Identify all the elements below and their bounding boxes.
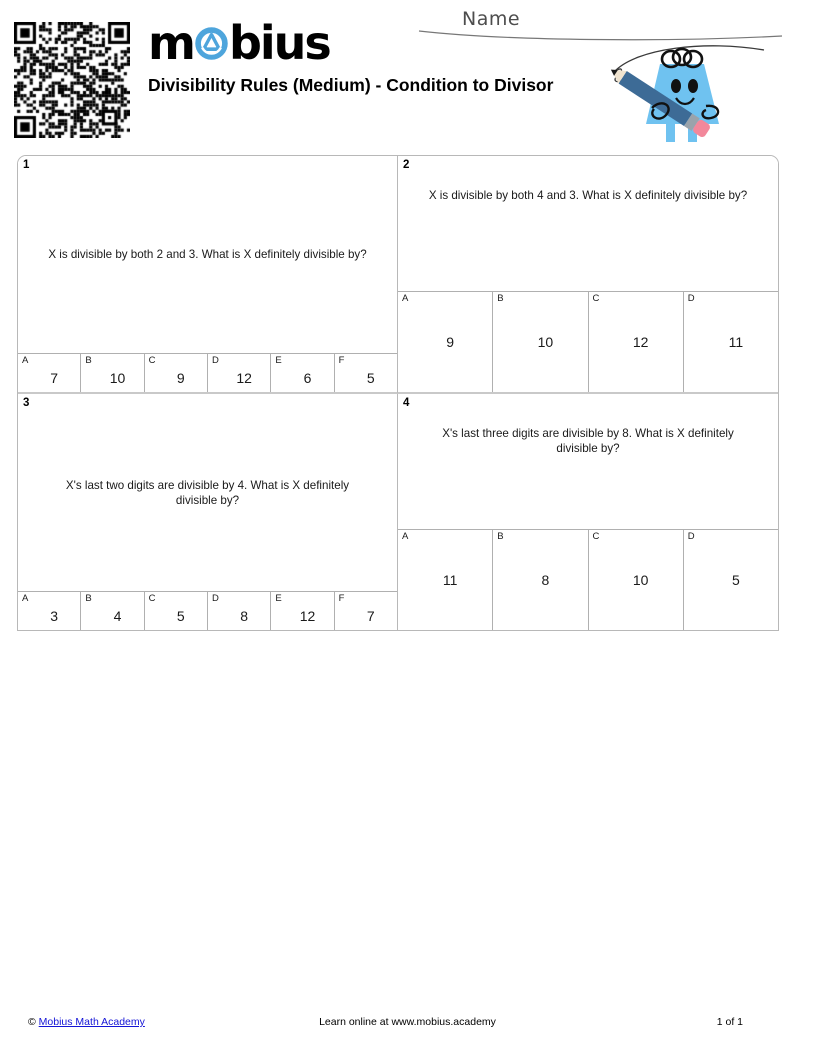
answer-option-letter: F bbox=[338, 355, 345, 366]
answer-option-letter: D bbox=[687, 293, 695, 304]
answer-option-letter: D bbox=[211, 593, 219, 604]
answer-option-value: 9 bbox=[176, 369, 185, 386]
answer-option-value: 11 bbox=[728, 334, 744, 350]
qr-code bbox=[14, 22, 130, 138]
footer-page-number: 1 of 1 bbox=[716, 1016, 743, 1028]
answer-option-value: 12 bbox=[236, 369, 252, 386]
page-footer bbox=[0, 1016, 815, 1040]
question-card bbox=[18, 394, 398, 630]
answer-option-e[interactable] bbox=[271, 592, 334, 630]
question-prompt: X's last two digits are divisible by 4. What is X definitely divisible by? bbox=[65, 478, 350, 507]
answer-option-row bbox=[18, 353, 397, 392]
question-body bbox=[18, 394, 397, 591]
answer-option-c[interactable] bbox=[589, 292, 684, 392]
answer-option-d[interactable] bbox=[208, 592, 271, 630]
logo-text-after: bius bbox=[228, 16, 330, 70]
answer-option-b[interactable] bbox=[493, 292, 588, 392]
answer-option-c[interactable] bbox=[145, 592, 208, 630]
answer-option-row bbox=[18, 591, 397, 630]
answer-option-letter: E bbox=[275, 593, 282, 604]
answer-option-b[interactable] bbox=[81, 592, 144, 630]
answer-option-value: 11 bbox=[442, 572, 458, 588]
answer-option-value: 7 bbox=[50, 369, 59, 386]
answer-option-letter: D bbox=[687, 531, 695, 542]
answer-option-letter: A bbox=[402, 531, 409, 542]
name-label: Name bbox=[462, 8, 521, 30]
answer-option-value: 10 bbox=[537, 334, 554, 350]
question-prompt: X is divisible by both 2 and 3. What is X definitely divisible by? bbox=[48, 248, 367, 261]
page-header bbox=[0, 0, 815, 150]
question-number: 1 bbox=[23, 159, 30, 171]
mascot-character-with-pencil bbox=[596, 36, 766, 148]
answer-option-value: 8 bbox=[240, 607, 249, 624]
mobius-loop-icon bbox=[195, 27, 228, 60]
question-body bbox=[398, 156, 778, 291]
answer-option-letter: C bbox=[592, 531, 600, 542]
answer-option-b[interactable] bbox=[493, 530, 588, 630]
answer-option-value: 3 bbox=[50, 607, 59, 624]
answer-option-c[interactable] bbox=[589, 530, 684, 630]
answer-option-value: 5 bbox=[366, 369, 375, 386]
answer-option-f[interactable] bbox=[335, 592, 397, 630]
answer-option-f[interactable] bbox=[335, 354, 397, 392]
answer-option-value: 10 bbox=[109, 369, 126, 386]
answer-option-value: 8 bbox=[541, 572, 550, 588]
answer-option-value: 12 bbox=[299, 607, 316, 624]
answer-option-c[interactable] bbox=[145, 354, 208, 392]
footer-academy-link[interactable]: Mobius Math Academy bbox=[38, 1016, 145, 1028]
answer-option-a[interactable] bbox=[398, 292, 493, 392]
answer-option-letter: A bbox=[22, 355, 29, 366]
question-prompt: X is divisible by both 4 and 3. What is X definitely divisible by? bbox=[428, 189, 748, 202]
answer-option-value: 5 bbox=[176, 607, 185, 624]
question-grid bbox=[17, 155, 779, 631]
answer-option-letter: B bbox=[497, 531, 504, 542]
question-body bbox=[398, 394, 778, 529]
footer-center-text: Learn online at www.mobius.academy bbox=[319, 1016, 496, 1028]
answer-option-letter: A bbox=[402, 293, 409, 304]
answer-option-e[interactable] bbox=[271, 354, 334, 392]
answer-option-letter: B bbox=[497, 293, 504, 304]
answer-option-a[interactable] bbox=[18, 354, 81, 392]
question-card bbox=[398, 394, 778, 630]
question-number: 3 bbox=[23, 397, 30, 409]
page-title: Divisibility Rules (Medium) - Condition to Divisor bbox=[148, 75, 554, 95]
copyright-symbol: © bbox=[28, 1016, 36, 1028]
logo-text-before: m bbox=[148, 16, 194, 70]
answer-option-a[interactable] bbox=[398, 530, 493, 630]
answer-option-letter: C bbox=[148, 355, 156, 366]
answer-option-letter: F bbox=[338, 593, 345, 604]
answer-option-b[interactable] bbox=[81, 354, 144, 392]
question-number: 4 bbox=[403, 397, 410, 409]
answer-option-letter: B bbox=[85, 593, 92, 604]
answer-option-value: 10 bbox=[632, 572, 649, 588]
answer-option-d[interactable] bbox=[208, 354, 271, 392]
question-card bbox=[398, 156, 778, 394]
answer-option-a[interactable] bbox=[18, 592, 81, 630]
answer-option-d[interactable] bbox=[684, 530, 778, 630]
answer-option-value: 12 bbox=[632, 334, 649, 350]
answer-option-value: 9 bbox=[446, 334, 455, 350]
answer-option-letter: C bbox=[592, 293, 600, 304]
question-prompt: X's last three digits are divisible by 8. What is X definitely divisible by? bbox=[442, 427, 734, 455]
answer-option-letter: B bbox=[85, 355, 92, 366]
answer-option-letter: A bbox=[22, 593, 29, 604]
answer-option-value: 4 bbox=[113, 607, 122, 624]
answer-option-row bbox=[398, 529, 778, 630]
question-body bbox=[18, 156, 397, 353]
answer-option-row bbox=[398, 291, 778, 392]
answer-option-letter: E bbox=[275, 355, 282, 366]
question-card bbox=[18, 156, 398, 394]
answer-option-value: 7 bbox=[366, 607, 375, 624]
answer-option-d[interactable] bbox=[684, 292, 778, 392]
answer-option-letter: D bbox=[211, 355, 219, 366]
answer-option-value: 5 bbox=[731, 572, 740, 588]
question-number: 2 bbox=[403, 159, 410, 171]
answer-option-letter: C bbox=[148, 593, 156, 604]
answer-option-value: 6 bbox=[303, 369, 312, 386]
